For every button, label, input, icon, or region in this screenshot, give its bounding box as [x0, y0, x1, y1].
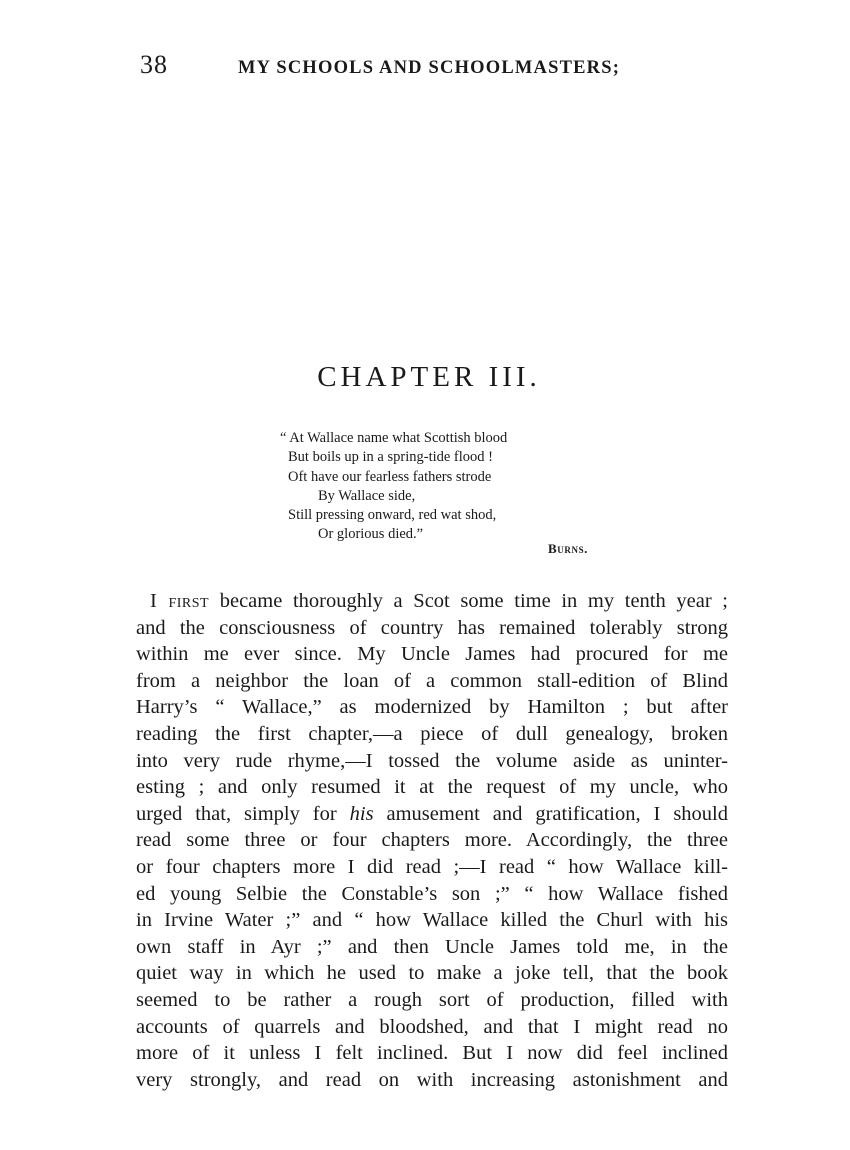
text-line: and the consciousness of country has remained tolerably strong [136, 616, 728, 639]
text-line: reading the first chapter,—a piece of dull genealogy, broken [136, 722, 728, 745]
epigraph-attribution: Burns. [548, 541, 589, 556]
text-line-content: became thoroughly a Scot some time in my tenth year ; [209, 590, 728, 612]
text-line [136, 588, 728, 615]
text-line: accounts of quarrels and bloodshed, and that I might read no [136, 1015, 728, 1038]
epigraph-line: Oft have our fearless fathers strode [288, 468, 492, 485]
text-line: very strongly, and read on with increasing astonishment and [136, 1068, 728, 1091]
text-line: esting ; and only resumed it at the request of my uncle, who [136, 776, 728, 799]
text-line: into very rude rhyme,—I tossed the volume aside as uninter- [136, 749, 728, 772]
running-head: MY SCHOOLS AND SCHOOLMASTERS; [238, 58, 621, 78]
epigraph-line: “ At Wallace name what Scottish blood [280, 430, 508, 446]
italic-word: his [349, 802, 374, 825]
epigraph-line: But boils up in a spring-tide flood ! [288, 449, 493, 466]
lead-word: I first [150, 590, 210, 612]
text-line: quiet way in which he used to make a joke tell, that the book [136, 962, 728, 985]
epigraph [280, 429, 507, 545]
text-line-content: urged that, simply for [136, 802, 350, 825]
body-text [136, 588, 728, 1093]
text-line: in Irvine Water ;” and “ how Wallace killed the Churl with his [136, 909, 728, 932]
text-line: or four chapters more I did read ;—I read “ how Wallace kill- [136, 855, 728, 878]
text-line: seemed to be rather a rough sort of production, filled with [136, 988, 728, 1011]
epigraph-line: Still pressing onward, red wat shod, [288, 507, 497, 524]
text-line: Harry’s “ Wallace,” as modernized by Hamilton ; but after [136, 696, 728, 719]
epigraph-line: Or glorious died.” [318, 526, 424, 543]
text-line: read some three or four chapters more. Accordingly, the three [136, 829, 728, 852]
text-line: ed young Selbie the Constable’s son ;” “ how Wallace fished [136, 882, 728, 905]
page-number: 38 [140, 50, 168, 79]
text-line: from a neighbor the loan of a common stall-edition of Blind [136, 669, 728, 692]
text-line-content: amusement and gratification, I should [373, 802, 728, 825]
text-line: more of it unless I felt inclined. But I now did feel inclined [136, 1042, 728, 1065]
epigraph-line: By Wallace side, [318, 487, 416, 504]
text-line [136, 801, 728, 828]
text-line: within me ever since. My Uncle James had procured for me [136, 643, 728, 666]
text-line: own staff in Ayr ;” and then Uncle James told me, in the [136, 935, 728, 958]
chapter-title: CHAPTER III. [317, 361, 541, 393]
